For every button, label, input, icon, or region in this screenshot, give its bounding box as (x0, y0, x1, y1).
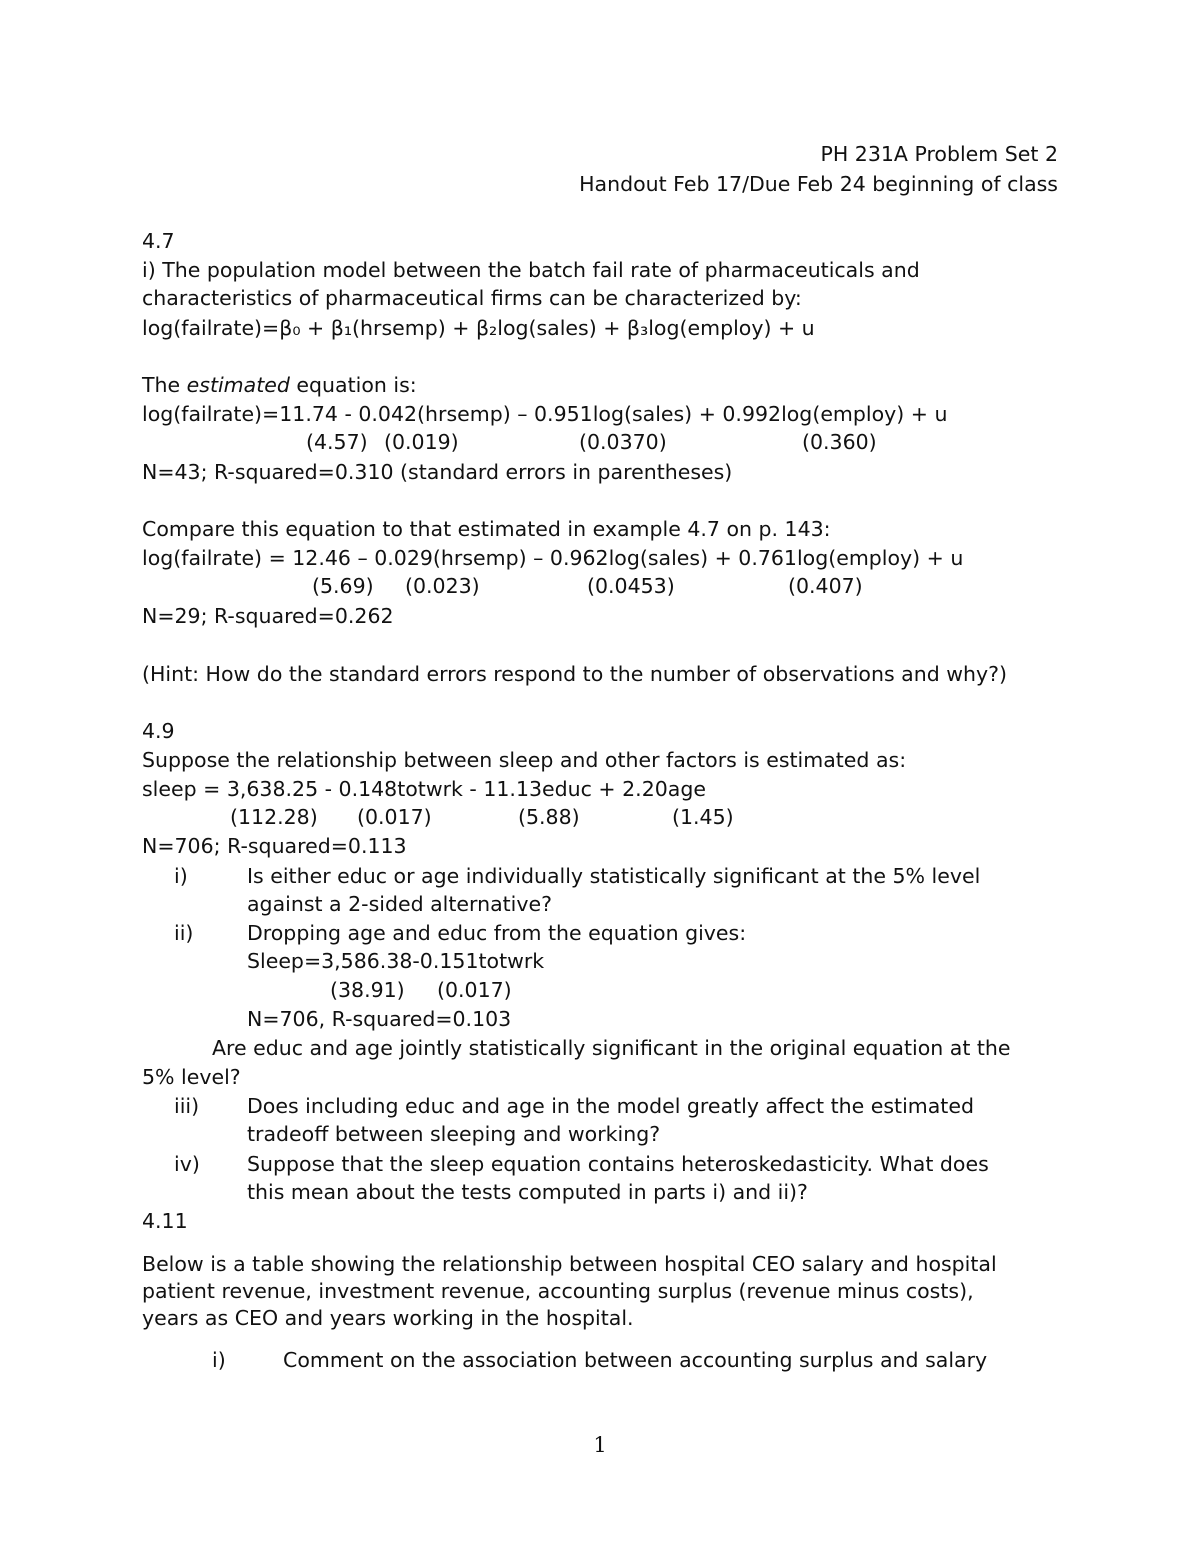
q49-sub-equation: Sleep=3,586.38-0.151totwrk (247, 949, 545, 973)
q49-item-label-i: i) (174, 864, 188, 888)
q49-se-intercept: (112.28) (230, 805, 318, 829)
q49-item-iv-line1: Suppose that the sleep equation contains heteroskedasticity. What does (247, 1152, 989, 1176)
q47-cmp-se-sales: (0.0453) (587, 574, 675, 598)
q47-intro-line2: characteristics of pharmaceutical firms can be characterized by: (142, 286, 802, 310)
q49-item-ii-line1: Dropping age and educ from the equation gives: (247, 921, 747, 945)
question-number-4-7: 4.7 (142, 229, 175, 253)
q49-item-iii-line2: tradeoff between sleeping and working? (247, 1122, 661, 1146)
q47-cmp-se-hrsemp: (0.023) (405, 574, 480, 598)
q49-joint-line2: 5% level? (142, 1065, 241, 1089)
q49-sub-se-intercept: (38.91) (330, 978, 405, 1002)
q47-cmp-se-employ: (0.407) (788, 574, 863, 598)
document-title: PH 231A Problem Set 2 (820, 142, 1058, 166)
question-number-4-11: 4.11 (142, 1209, 188, 1233)
q49-item-iii-line1: Does including educ and age in the model greatly affect the estimated (247, 1094, 974, 1118)
q47-est-se-employ: (0.360) (802, 430, 877, 454)
q49-se-educ: (5.88) (518, 805, 580, 829)
q411-text-line1: Below is a table showing the relationship between hospital CEO salary and hospital (142, 1252, 997, 1276)
q49-stats: N=706; R-squared=0.113 (142, 834, 407, 858)
q47-compare-equation: log(failrate) = 12.46 – 0.029(hrsemp) – 0.962log(sales) + 0.761log(employ) + u (142, 546, 964, 570)
q47-estimated-label: The estimated equation is: (142, 373, 417, 397)
q49-sub-se-totwrk: (0.017) (437, 978, 512, 1002)
q411-text-line2: patient revenue, investment revenue, accounting surplus (revenue minus costs), (142, 1279, 974, 1303)
q47-est-se-sales: (0.0370) (579, 430, 667, 454)
q49-item-label-iii: iii) (174, 1094, 200, 1118)
q49-joint-line1: Are educ and age jointly statistically significant in the original equation at the (212, 1036, 1011, 1060)
q47-compare-text: Compare this equation to that estimated in example 4.7 on p. 143: (142, 517, 831, 541)
q49-item-label-iv: iv) (174, 1152, 200, 1176)
q47-hint: (Hint: How do the standard errors respond to the number of observations and why?) (142, 662, 1007, 686)
q47-cmp-stats: N=29; R-squared=0.262 (142, 604, 394, 628)
q47-est-se-hrsemp: (0.019) (384, 430, 459, 454)
q411-item-label-i: i) (212, 1348, 226, 1372)
question-number-4-9: 4.9 (142, 719, 175, 743)
q47-est-se-intercept: (4.57) (306, 430, 368, 454)
q411-text-line3: years as CEO and years working in the hospital. (142, 1306, 634, 1330)
q49-se-totwrk: (0.017) (357, 805, 432, 829)
q49-intro: Suppose the relationship between sleep and other factors is estimated as: (142, 748, 907, 772)
q47-est-stats: N=43; R-squared=0.310 (standard errors in parentheses) (142, 460, 733, 484)
q49-se-age: (1.45) (672, 805, 734, 829)
page-number: 1 (593, 1433, 607, 1457)
q47-estimated-equation: log(failrate)=11.74 - 0.042(hrsemp) – 0.951log(sales) + 0.992log(employ) + u (142, 402, 948, 426)
q49-item-iv-line2: this mean about the tests computed in parts i) and ii)? (247, 1180, 808, 1204)
q47-intro-line1: i) The population model between the batch fail rate of pharmaceuticals and (142, 258, 920, 282)
q47-population-model: log(failrate)=β₀ + β₁(hrsemp) + β₂log(sales) + β₃log(employ) + u (142, 316, 815, 340)
q49-item-i-line1: Is either educ or age individually statistically significant at the 5% level (247, 864, 981, 888)
q47-cmp-se-intercept: (5.69) (312, 574, 374, 598)
q411-item-i-text: Comment on the association between accounting surplus and salary (283, 1348, 988, 1372)
q49-item-label-ii: ii) (174, 921, 194, 945)
document-subtitle: Handout Feb 17/Due Feb 24 beginning of class (579, 172, 1058, 196)
q49-sub-stats: N=706, R-squared=0.103 (247, 1007, 512, 1031)
q49-item-i-line2: against a 2-sided alternative? (247, 892, 552, 916)
q49-equation: sleep = 3,638.25 - 0.148totwrk - 11.13educ + 2.20age (142, 777, 706, 801)
estimated-emphasis: estimated (186, 373, 290, 397)
